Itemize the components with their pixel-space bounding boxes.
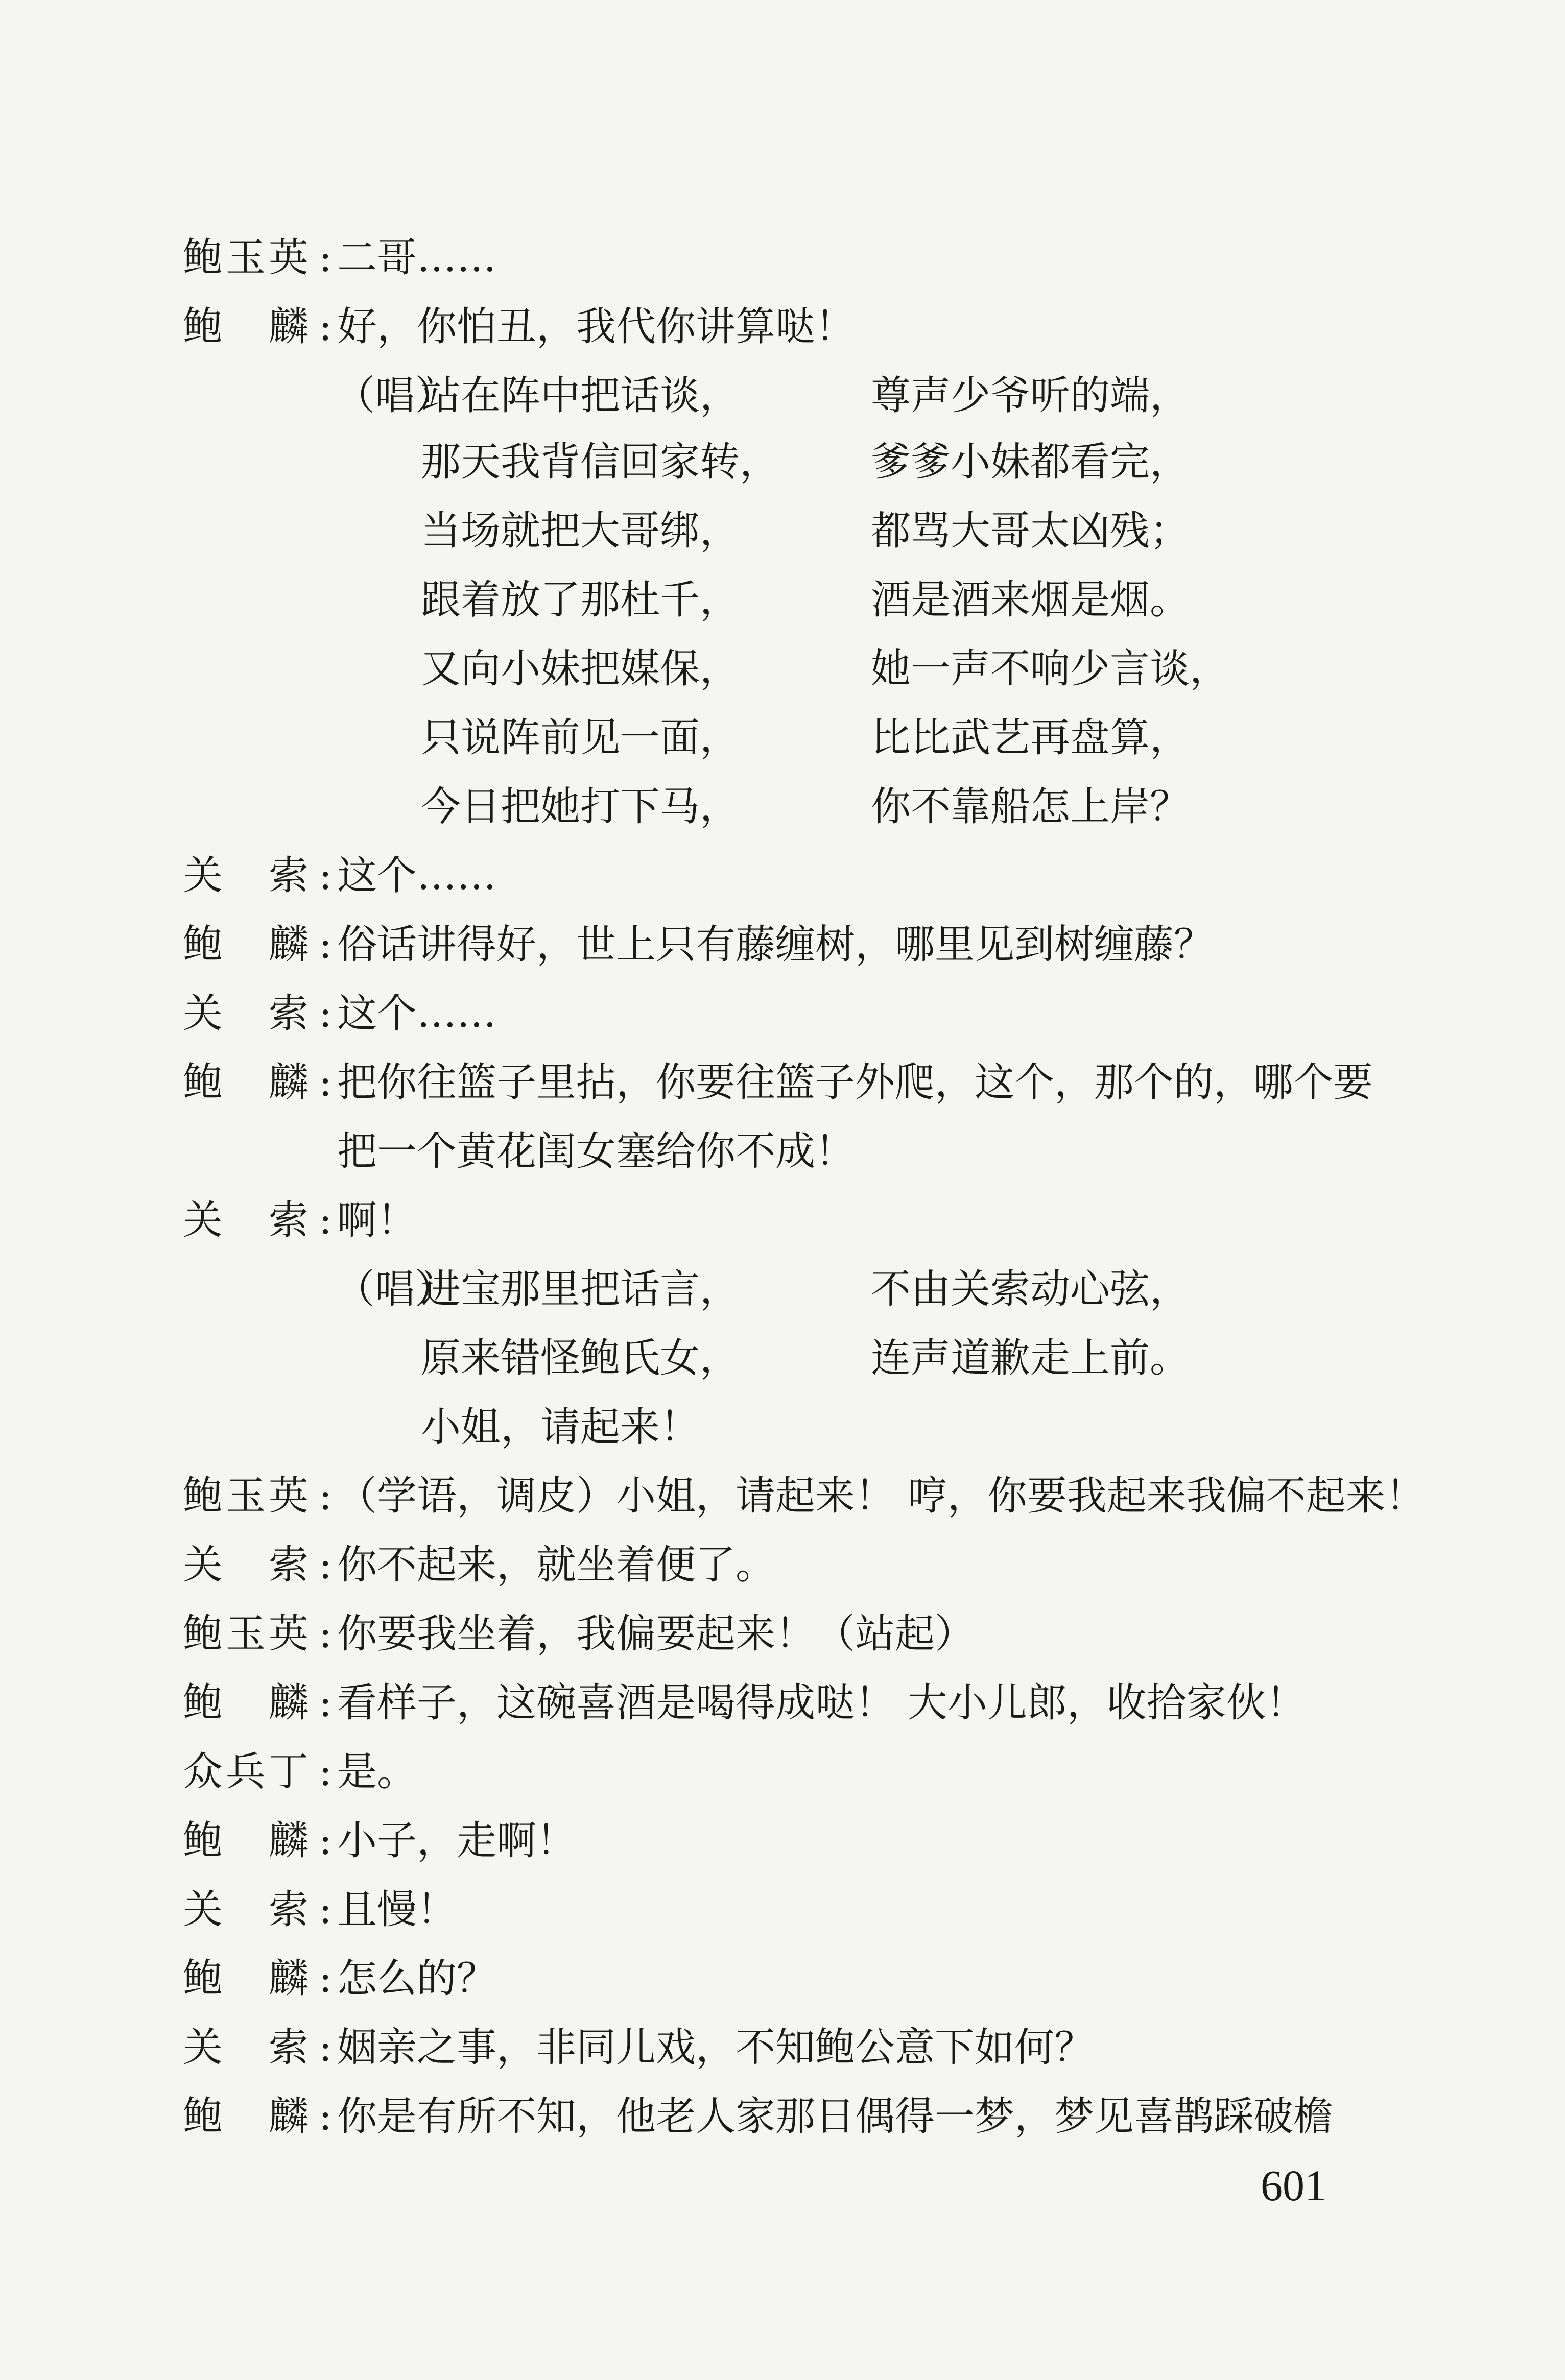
speaker-name: 鲍 麟: [183, 1680, 309, 1726]
speaker-colon: :: [318, 304, 333, 350]
speaker-colon: :: [318, 1611, 333, 1657]
speaker-colon: :: [318, 1060, 333, 1105]
speech-text: （学语，调皮）小姐，请起来！ 哼，你要我起来我偏不起来！: [337, 1473, 1426, 1519]
page-number: 601: [1261, 2161, 1326, 2210]
sing-label: （唱）: [335, 1266, 455, 1312]
speaker-colon: :: [318, 1818, 333, 1864]
verse-first-half: 今日把她打下马，: [421, 784, 740, 830]
speaker-colon: :: [318, 2094, 333, 2139]
speaker-name: 鲍 麟: [183, 1956, 309, 2002]
speaker-name: 关 索: [183, 1542, 309, 1588]
verse-second-half: 不由关索动心弦，: [871, 1266, 1190, 1312]
speech-text: 你是有所不知，他老人家那日偶得一梦，梦见喜鹊踩破檐: [337, 2094, 1334, 2139]
speaker-name: 鲍 玉 英: [183, 1473, 309, 1519]
speech-text: 看样子，这碗喜酒是喝得成哒！ 大小儿郎，收拾家伙！: [337, 1680, 1306, 1726]
speech-text: 你不起来，就坐着便了。: [337, 1542, 776, 1588]
verse-first-half: 进宝那里把话言，: [421, 1266, 740, 1312]
sing-label: （唱）: [335, 373, 455, 419]
verse-second-half: 尊声少爷听的端，: [871, 373, 1190, 419]
speech-text: 啊！: [337, 1197, 417, 1243]
speaker-name: 众 兵 丁: [183, 1749, 309, 1795]
speaker-name: 鲍 麟: [183, 922, 309, 968]
speaker-colon: :: [318, 1473, 333, 1519]
speaker-colon: :: [318, 1197, 333, 1243]
verse-first-half: 站在阵中把话谈，: [421, 373, 740, 419]
speaker-name: 鲍 麟: [183, 2094, 309, 2139]
speaker-colon: :: [318, 853, 333, 899]
speech-text: 且慢！: [337, 1887, 457, 1933]
speaker-name: 关 索: [183, 2025, 309, 2071]
speech-text: 把你往篮子里拈，你要往篮子外爬，这个，那个的，哪个要: [337, 1060, 1373, 1105]
verse-second-half: 爹爹小妹都看完，: [871, 439, 1190, 485]
speech-text: 是。: [337, 1749, 417, 1795]
speaker-name: 鲍 麟: [183, 1060, 309, 1105]
verse-first-half: 跟着放了那杜千，: [421, 577, 740, 623]
speaker-name: 关 索: [183, 853, 309, 899]
verse-first-half: 又向小妹把媒保，: [421, 646, 740, 692]
speech-text: 俗话讲得好，世上只有藤缠树，哪里见到树缠藤？: [337, 922, 1214, 968]
speaker-name: 关 索: [183, 1197, 309, 1243]
speaker-name: 关 索: [183, 1887, 309, 1933]
speaker-colon: :: [318, 1749, 333, 1795]
speech-text: 姻亲之事，非同儿戏，不知鲍公意下如何？: [337, 2025, 1095, 2071]
speaker-colon: :: [318, 1680, 333, 1726]
speaker-name: 鲍 玉 英: [183, 1611, 309, 1657]
speaker-colon: :: [318, 991, 333, 1037]
speaker-name: 鲍 麟: [183, 304, 309, 350]
verse-first-half: 那天我背信回家转，: [421, 439, 780, 485]
speaker-name: 鲍 麟: [183, 1818, 309, 1864]
verse-second-half: 比比武艺再盘算，: [871, 715, 1190, 761]
verse-first-half: 只说阵前见一面，: [421, 715, 740, 761]
speech-text: 你要我坐着，我偏要起来！（站起）: [337, 1611, 975, 1657]
speech-text: 这个……: [337, 853, 497, 899]
speaker-colon: :: [318, 235, 333, 281]
verse-second-half: 她一声不响少言谈，: [871, 646, 1230, 692]
verse-second-half: 都骂大哥太凶残；: [871, 508, 1190, 554]
verse-first-half: 原来错怪鲍氏女，: [421, 1335, 740, 1381]
verse-first-half: 小姐，请起来！: [421, 1404, 700, 1450]
speaker-colon: :: [318, 2025, 333, 2071]
speaker-colon: :: [318, 1956, 333, 2002]
speaker-colon: :: [318, 1542, 333, 1588]
speech-text: 好，你怕丑，我代你讲算哒！: [337, 304, 856, 350]
verse-second-half: 酒是酒来烟是烟。: [871, 577, 1190, 623]
speech-text: 这个……: [337, 991, 497, 1037]
verse-first-half: 当场就把大哥绑，: [421, 508, 740, 554]
verse-second-half: 连声道歉走上前。: [871, 1335, 1190, 1381]
speech-text: 怎么的？: [337, 1956, 497, 2002]
speaker-name: 鲍 玉 英: [183, 235, 309, 281]
speaker-colon: :: [318, 1887, 333, 1933]
speaker-name: 关 索: [183, 991, 309, 1037]
speaker-colon: :: [318, 922, 333, 968]
speech-continuation: 把一个黄花闺女塞给你不成！: [337, 1128, 856, 1174]
speech-text: 二哥……: [337, 235, 497, 281]
speech-text: 小子，走啊！: [337, 1818, 577, 1864]
verse-second-half: 你不靠船怎上岸？: [871, 784, 1190, 830]
